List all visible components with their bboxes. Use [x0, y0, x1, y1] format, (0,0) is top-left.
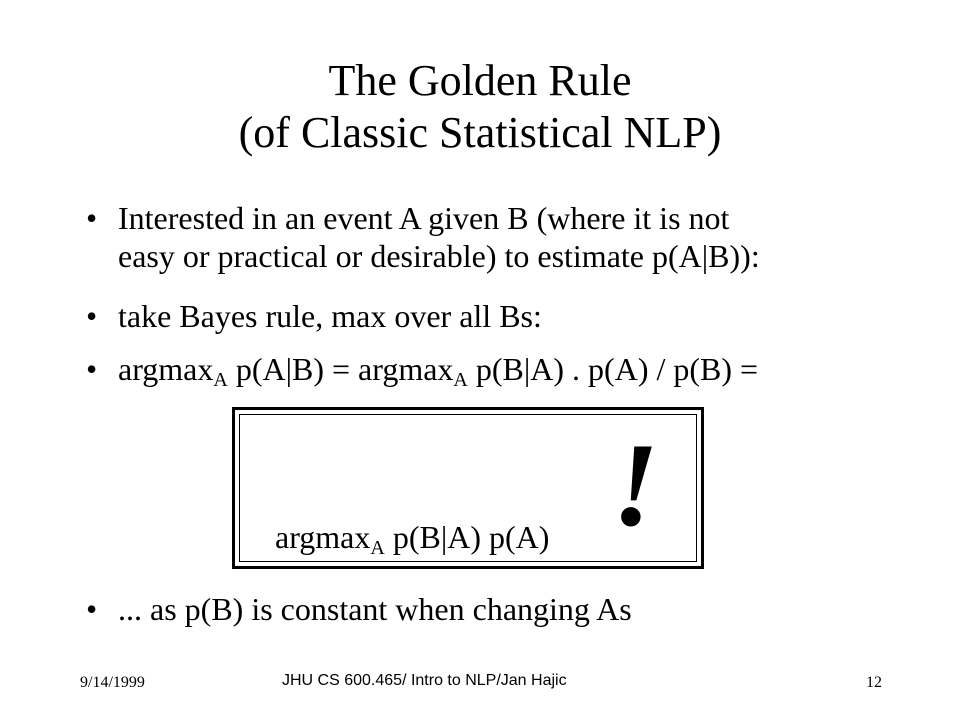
bullet-text: easy or practical or desirable) to estimate p(A|B)):	[118, 238, 760, 274]
formula-text: argmax	[275, 519, 371, 555]
boxed-formula	[275, 518, 550, 559]
bullet-formula	[118, 350, 908, 391]
bullet-marker: •	[86, 351, 98, 387]
bullet-marker: •	[86, 591, 98, 627]
bullet-marker: •	[86, 200, 98, 236]
bullet-text: Interested in an event A given B (where it is not	[118, 200, 730, 236]
bullet-marker: •	[86, 298, 98, 334]
bullet-text: ... as p(B) is constant when changing As	[118, 591, 632, 627]
footer-course: JHU CS 600.465/ Intro to NLP/Jan Hajic	[282, 672, 567, 689]
footer-page-number: 12	[866, 674, 882, 691]
formula-subscript: A	[453, 369, 468, 391]
title-line-2: (of Classic Statistical NLP)	[238, 108, 722, 157]
formula-subscript: A	[213, 369, 228, 391]
footer-date: 9/14/1999	[80, 674, 145, 691]
formula-text: p(B|A) . p(A) / p(B) =	[467, 351, 759, 387]
formula-text: argmax	[118, 351, 214, 387]
formula-text: p(A|B) = argmax	[227, 351, 454, 387]
formula-subscript: A	[370, 537, 385, 559]
title-line-1: The Golden Rule	[328, 56, 632, 105]
formula-text: p(B|A) p(A)	[384, 519, 550, 555]
exclamation-mark: !	[612, 418, 659, 551]
bullet-text: take Bayes rule, max over all Bs:	[118, 298, 542, 334]
